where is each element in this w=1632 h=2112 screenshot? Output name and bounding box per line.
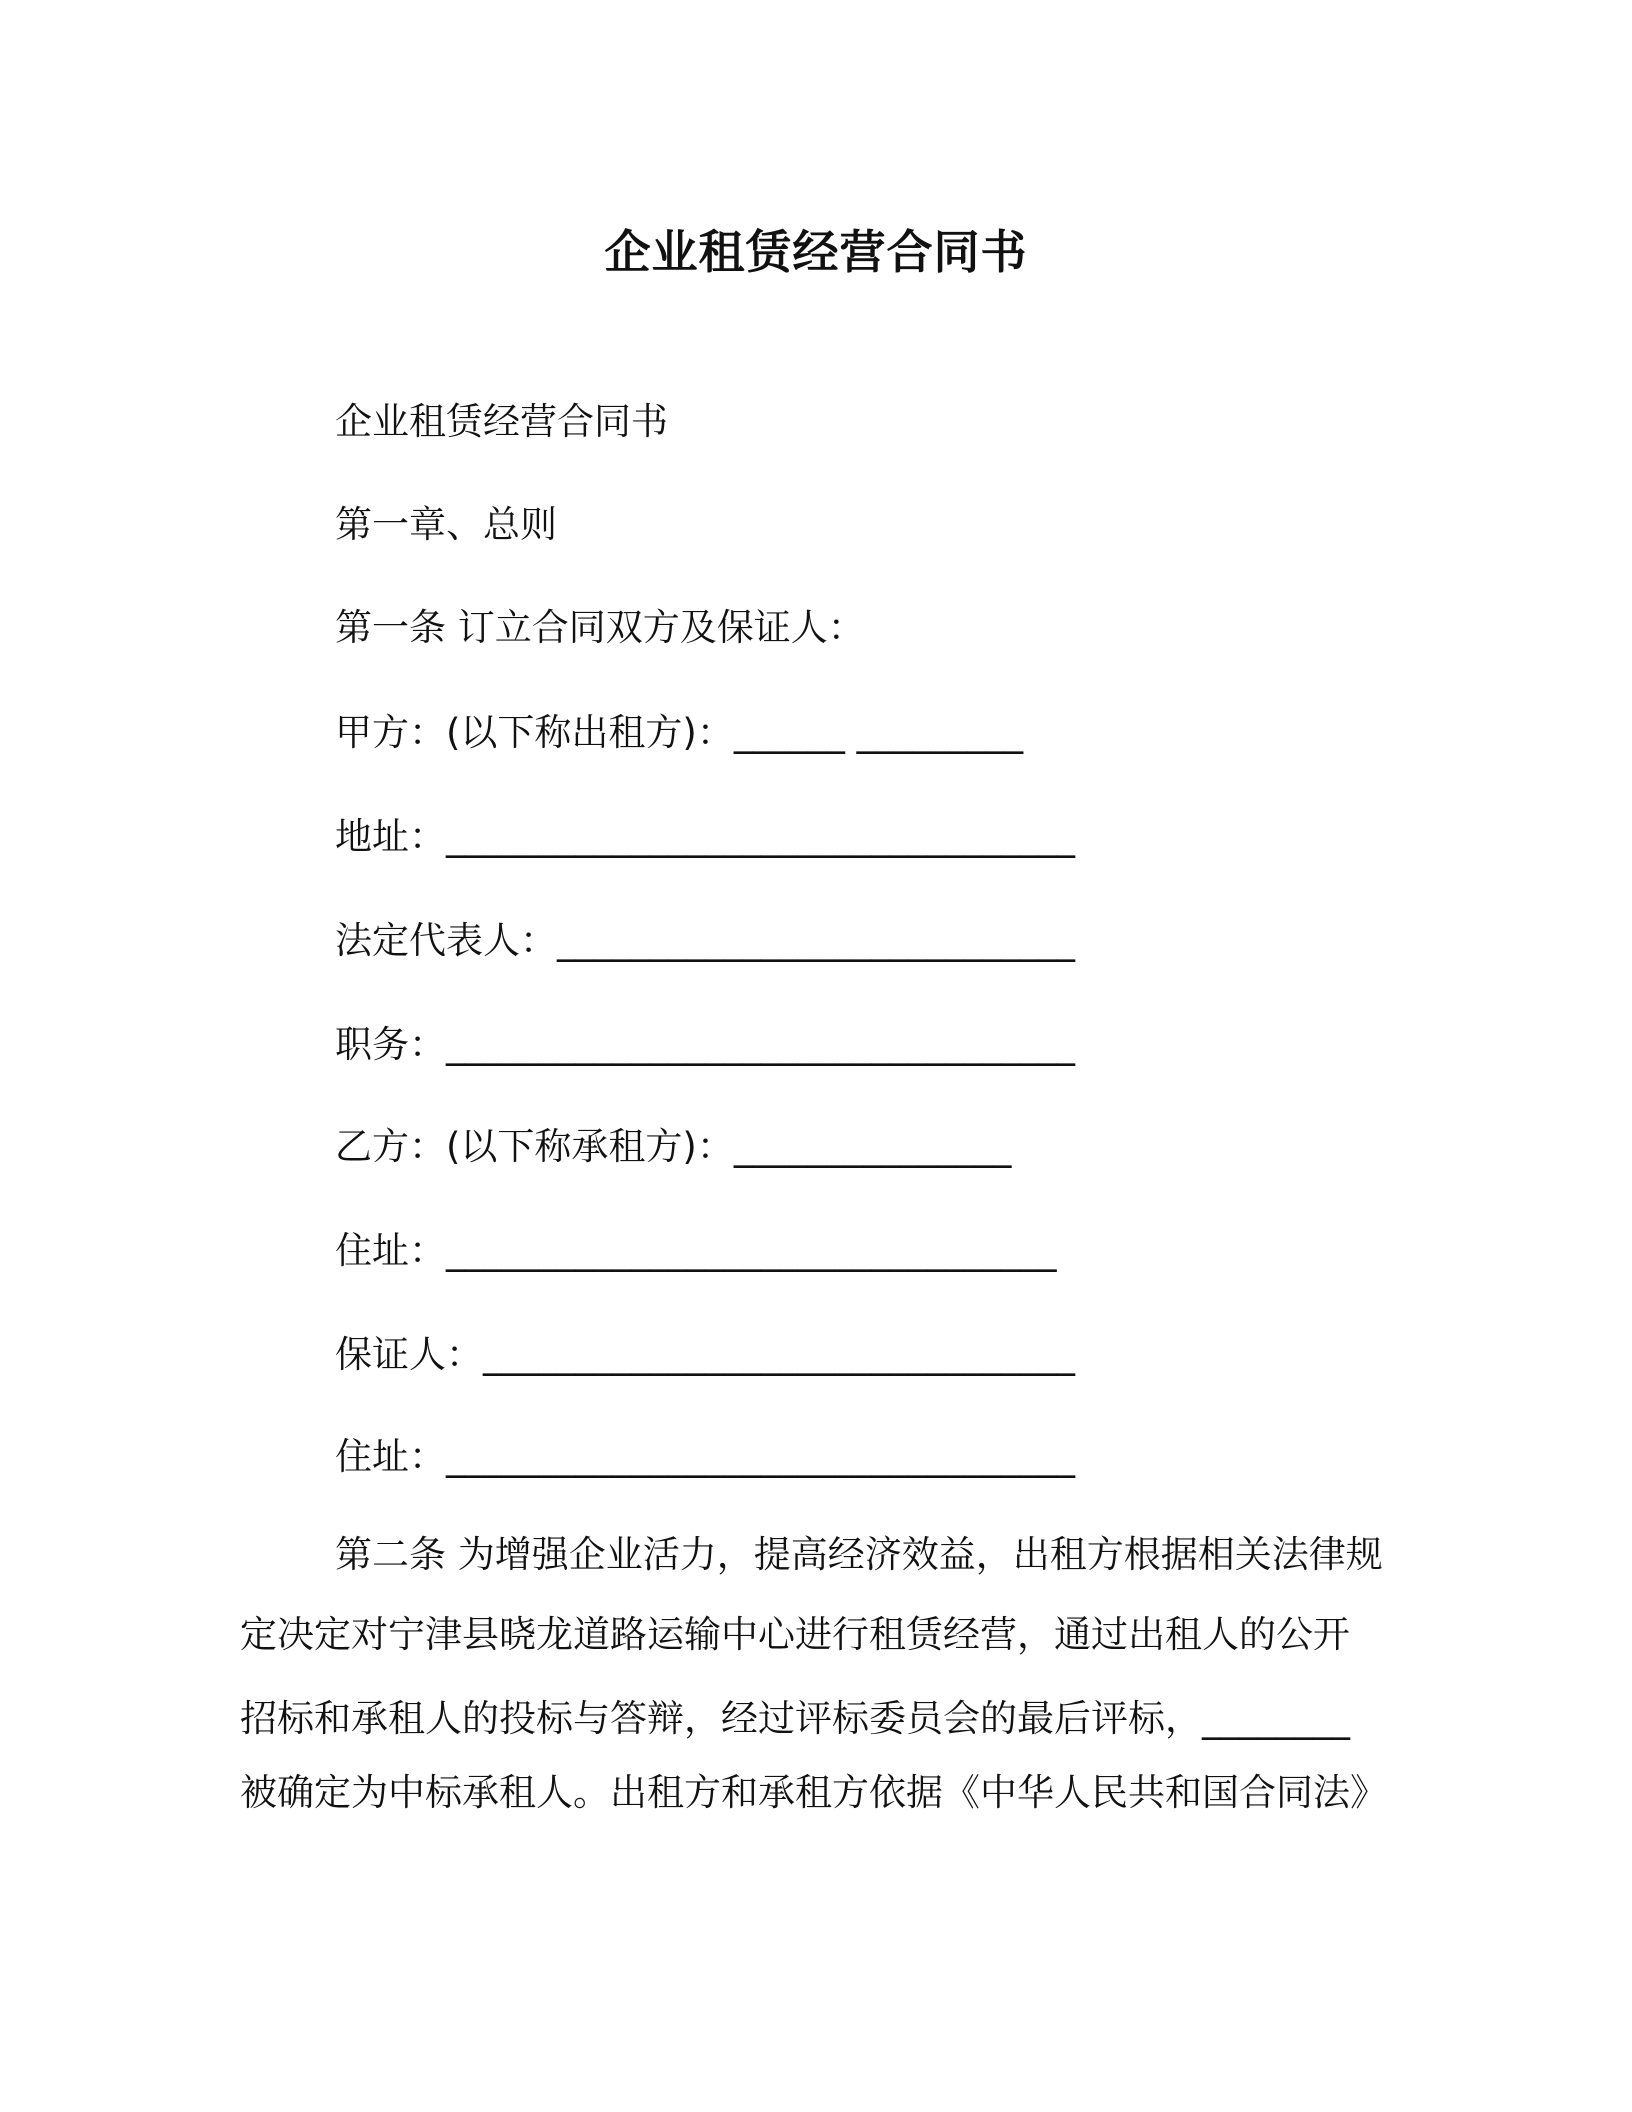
field-party-b-address: 住址：_________________________________: [335, 1229, 1057, 1272]
article-2-line: 被确定为中标承租人。出租方和承租方依据《中华人民共和国合同法》: [240, 1771, 1387, 1814]
field-party-a: 甲方：(以下称出租方)：______ _________: [335, 711, 1024, 754]
field-guarantor: 保证人：________________________________: [335, 1333, 1075, 1376]
field-legal-representative: 法定代表人：____________________________: [335, 919, 1075, 962]
article-2-line: 定决定对宁津县晓龙道路运输中心进行租赁经营，通过出租人的公开: [240, 1613, 1350, 1656]
article-1-heading: 第一条 订立合同双方及保证人：: [335, 606, 865, 649]
field-position: 职务：__________________________________: [335, 1023, 1075, 1066]
chapter-heading: 第一章、总则: [335, 503, 557, 546]
field-guarantor-address: 住址：__________________________________: [335, 1435, 1075, 1478]
article-2-line: 第二条 为增强企业活力，提高经济效益，出租方根据相关法律规: [335, 1533, 1383, 1576]
document-subtitle: 企业租赁经营合同书: [335, 400, 668, 443]
article-2-line: 招标和承租人的投标与答辩，经过评标委员会的最后评标，________: [240, 1697, 1350, 1740]
document-title: 企业租赁经营合同书: [604, 225, 1028, 279]
field-party-a-address: 地址：__________________________________: [335, 815, 1075, 858]
field-party-b: 乙方：(以下称承租方)：_______________: [335, 1125, 1012, 1168]
